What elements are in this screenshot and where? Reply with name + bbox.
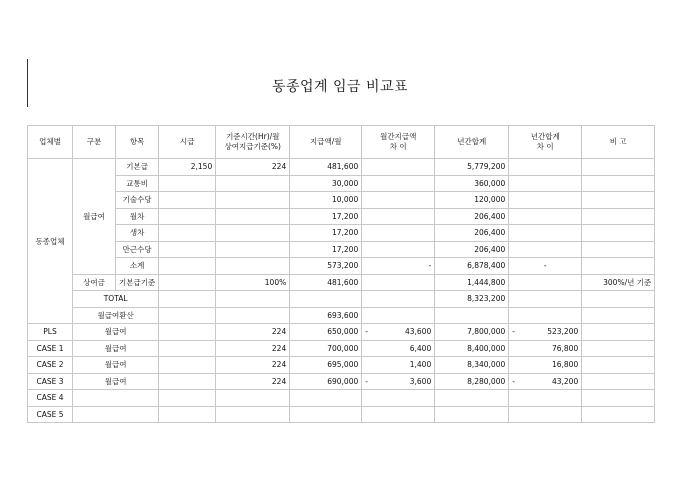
header-annual-diff-line2: 차 이 [536, 142, 554, 151]
remarks-cell [582, 373, 655, 390]
hourly-cell [159, 291, 216, 308]
table-row [28, 175, 655, 192]
annual-diff-cell [509, 225, 582, 242]
monthly-diff-cell [362, 291, 435, 308]
case-item: 월급여 [73, 340, 159, 357]
annual-total: 8,323,200 [435, 291, 509, 308]
page-title: 동종업계 임금 비교표 [271, 79, 409, 95]
case-annual [435, 406, 509, 423]
case-annual-diff [509, 406, 582, 423]
annual-cell: 1,444,800 [435, 274, 509, 291]
monthly-cell [290, 291, 362, 308]
header-category: 구분 [73, 126, 116, 159]
header-hours-line1: 기준시간(Hr)/월 [226, 132, 280, 141]
case-monthly: 690,000 [290, 373, 362, 390]
hourly-cell [159, 225, 216, 242]
hourly-cell [159, 340, 216, 357]
case-monthly-diff [362, 390, 435, 407]
item-cell: 만근수당 [116, 241, 159, 258]
monthly-cell: 30,000 [290, 175, 362, 192]
remarks-cell [582, 390, 655, 407]
case-item [73, 406, 159, 423]
annual-cell: 120,000 [435, 192, 509, 209]
hourly-cell [159, 406, 216, 423]
diff-value: 6,400 [409, 343, 432, 353]
hourly-cell [159, 324, 216, 341]
item-cell: 생차 [116, 225, 159, 242]
hours-cell: 224 [216, 159, 290, 176]
table-row [28, 192, 655, 209]
remarks-cell [582, 357, 655, 374]
annual-cell: 206,400 [435, 208, 509, 225]
hourly-cell [159, 307, 216, 324]
case-item: 월급여 [73, 373, 159, 390]
case-annual-diff [509, 357, 582, 374]
hours-cell [216, 225, 290, 242]
monthly-pay-category: 월급여 [73, 159, 116, 275]
hourly-cell [159, 258, 216, 275]
item-cell: 교통비 [116, 175, 159, 192]
diff-value: 43,600 [404, 327, 432, 337]
case-monthly-diff [362, 340, 435, 357]
annual-diff-cell [509, 192, 582, 209]
hourly-cell [159, 192, 216, 209]
converted-row [28, 307, 655, 324]
minus-sign: - [365, 376, 368, 386]
case-name: CASE 1 [28, 340, 73, 357]
item-cell: 기술수당 [116, 192, 159, 209]
monthly-diff-cell [362, 241, 435, 258]
annual-diff-cell [509, 291, 582, 308]
header-row [28, 126, 655, 159]
bonus-row [28, 274, 655, 291]
hourly-cell [159, 357, 216, 374]
annual-cell: 206,400 [435, 225, 509, 242]
table-row [28, 241, 655, 258]
case-annual-diff [509, 373, 582, 390]
table-row [28, 225, 655, 242]
annual-diff-cell: - [509, 258, 582, 275]
case-annual-diff [509, 324, 582, 341]
hours-cell [216, 307, 290, 324]
remarks-cell [582, 208, 655, 225]
remarks-cell [582, 241, 655, 258]
header-hourly: 시급 [159, 126, 216, 159]
case-item [73, 390, 159, 407]
monthly-cell: 10,000 [290, 192, 362, 209]
bonus-category: 상여금 [73, 274, 116, 291]
case-monthly: 695,000 [290, 357, 362, 374]
case-row [28, 406, 655, 423]
remarks-cell [582, 307, 655, 324]
case-hours: 224 [216, 357, 290, 374]
converted-monthly: 693,600 [290, 307, 362, 324]
case-row [28, 390, 655, 407]
case-monthly: 650,000 [290, 324, 362, 341]
monthly-cell: 17,200 [290, 225, 362, 242]
minus-sign: - [365, 327, 368, 337]
monthly-cell: 573,200 [290, 258, 362, 275]
annual-diff-cell [509, 274, 582, 291]
monthly-cell: 481,600 [290, 159, 362, 176]
monthly-diff-cell [362, 225, 435, 242]
hourly-cell [159, 274, 216, 291]
hours-cell: 100% [216, 274, 290, 291]
total-row [28, 291, 655, 308]
case-monthly-diff [362, 373, 435, 390]
case-name: PLS [28, 324, 73, 341]
header-hours [216, 126, 290, 159]
monthly-diff-cell [362, 175, 435, 192]
case-hours [216, 406, 290, 423]
annual-diff-cell [509, 208, 582, 225]
diff-value: 3,600 [409, 376, 432, 386]
case-annual: 7,800,000 [435, 324, 509, 341]
hourly-cell: 2,150 [159, 159, 216, 176]
header-company: 업체별 [28, 126, 73, 159]
header-hours-line2: 상여지급기준(%) [224, 142, 281, 151]
case-name: CASE 3 [28, 373, 73, 390]
hours-cell [216, 241, 290, 258]
case-hours: 224 [216, 340, 290, 357]
header-annual: 년간합계 [435, 126, 509, 159]
item-cell: 월차 [116, 208, 159, 225]
annual-cell: 6,878,400 [435, 258, 509, 275]
header-monthly-diff-line2: 차 이 [389, 142, 407, 151]
remarks-cell [582, 324, 655, 341]
header-monthly-diff-line1: 월간지급액 [380, 132, 417, 141]
table-row [28, 208, 655, 225]
case-hours: 224 [216, 324, 290, 341]
remarks-cell [582, 175, 655, 192]
wage-comparison-table [27, 125, 655, 423]
hourly-cell [159, 390, 216, 407]
annual-diff-cell [509, 175, 582, 192]
remarks-cell [582, 225, 655, 242]
minus-sign: - [512, 376, 515, 386]
monthly-cell: 481,600 [290, 274, 362, 291]
case-item: 월급여 [73, 324, 159, 341]
case-monthly [290, 390, 362, 407]
monthly-diff-cell [362, 307, 435, 324]
case-annual-diff [509, 340, 582, 357]
remarks-cell [582, 406, 655, 423]
converted-label: 월급여환산 [73, 307, 159, 324]
monthly-diff-cell [362, 192, 435, 209]
item-cell: 기본급 [116, 159, 159, 176]
remarks-cell [582, 258, 655, 275]
minus-sign: - [512, 327, 515, 337]
remarks-cell [582, 291, 655, 308]
diff-value: 523,200 [547, 327, 579, 337]
case-annual: 8,340,000 [435, 357, 509, 374]
annual-cell: 360,000 [435, 175, 509, 192]
monthly-cell: 17,200 [290, 241, 362, 258]
hours-cell [216, 192, 290, 209]
hours-cell [216, 258, 290, 275]
hourly-cell [159, 241, 216, 258]
case-row [28, 357, 655, 374]
diff-value: 43,200 [551, 376, 579, 386]
hourly-cell [159, 175, 216, 192]
total-label: TOTAL [73, 291, 159, 308]
monthly-diff-cell [362, 208, 435, 225]
annual-diff-cell [509, 159, 582, 176]
subtotal-row [28, 258, 655, 275]
case-monthly: 700,000 [290, 340, 362, 357]
remarks-cell [582, 192, 655, 209]
header-monthly: 지급액/월 [290, 126, 362, 159]
case-annual: 8,280,000 [435, 373, 509, 390]
case-row [28, 373, 655, 390]
item-cell: 기본급기준 [116, 274, 159, 291]
remarks-cell [582, 159, 655, 176]
company-cell: 동종업체 [28, 159, 73, 324]
table-row [28, 159, 655, 176]
header-annual-diff [509, 126, 582, 159]
case-monthly-diff [362, 357, 435, 374]
header-monthly-diff [362, 126, 435, 159]
header-item: 항목 [116, 126, 159, 159]
hours-cell [216, 291, 290, 308]
case-row [28, 340, 655, 357]
annual-cell [435, 307, 509, 324]
diff-value: 1,400 [409, 360, 432, 370]
header-annual-diff-line1: 년간합계 [530, 132, 560, 141]
header-remarks: 비 고 [582, 126, 655, 159]
monthly-diff-cell: - [362, 258, 435, 275]
hours-cell [216, 175, 290, 192]
diff-value: 76,800 [551, 343, 579, 353]
case-monthly-diff [362, 406, 435, 423]
case-monthly [290, 406, 362, 423]
annual-cell: 5,779,200 [435, 159, 509, 176]
annual-diff-cell [509, 241, 582, 258]
case-row [28, 324, 655, 341]
annual-cell: 206,400 [435, 241, 509, 258]
case-annual-diff [509, 390, 582, 407]
hours-cell [216, 208, 290, 225]
item-cell: 소계 [116, 258, 159, 275]
monthly-diff-cell [362, 159, 435, 176]
case-hours: 224 [216, 373, 290, 390]
hourly-cell [159, 208, 216, 225]
case-item: 월급여 [73, 357, 159, 374]
diff-value: 16,800 [551, 360, 579, 370]
case-annual: 8,400,000 [435, 340, 509, 357]
monthly-diff-cell [362, 274, 435, 291]
annual-diff-cell [509, 307, 582, 324]
case-annual [435, 390, 509, 407]
case-hours [216, 390, 290, 407]
case-name: CASE 4 [28, 390, 73, 407]
case-monthly-diff [362, 324, 435, 341]
case-name: CASE 5 [28, 406, 73, 423]
hourly-cell [159, 373, 216, 390]
case-name: CASE 2 [28, 357, 73, 374]
monthly-cell: 17,200 [290, 208, 362, 225]
remarks-cell: 300%/년 기준 [582, 274, 655, 291]
remarks-cell [582, 340, 655, 357]
